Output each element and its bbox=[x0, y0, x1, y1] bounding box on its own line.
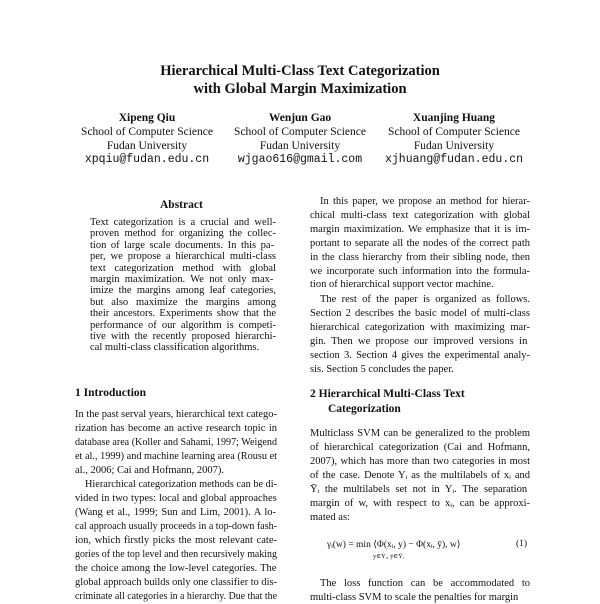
sec2-p1-line bbox=[310, 456, 530, 468]
author-2 bbox=[220, 111, 380, 167]
text-line: et al., 1999) and machine learning area (Rousu et bbox=[75, 451, 277, 462]
text-line: per, we propose a hierarchical multi-class bbox=[90, 251, 276, 263]
text-line: criminate all categories in a hierarchy. Due that the bbox=[75, 591, 277, 602]
author-affiliation: School of Computer Science bbox=[388, 126, 520, 138]
text-line: chical multi-class text categorization with global bbox=[310, 209, 530, 221]
text-line: global approach builds only one classifier to dis- bbox=[75, 577, 277, 588]
text-line: The rest of the paper is organized as follows. bbox=[320, 294, 530, 305]
text-line: performance of our algorithm is competi- bbox=[90, 319, 276, 331]
author-email: xjhuang@fudan.edu.cn bbox=[384, 153, 524, 166]
author-affiliation: School of Computer Science bbox=[234, 126, 366, 138]
text-line: Text categorization is a crucial and well- bbox=[90, 217, 276, 228]
author-university: Fudan University bbox=[259, 140, 341, 152]
equation-1-number: (1) bbox=[516, 539, 528, 549]
text-line: but also maximize the margins among bbox=[90, 296, 276, 308]
author-name: Wenjun Gao bbox=[268, 112, 332, 124]
intro-p1-line bbox=[75, 423, 277, 435]
text-line: of the case. Denote Yᵢ as the multilabels of xᵢ and bbox=[310, 470, 530, 481]
intro-p1-line bbox=[75, 451, 277, 463]
text-line: Section 2 describes the basic model of multi-class bbox=[310, 308, 530, 319]
sec2-p1-line bbox=[310, 512, 530, 524]
text-line: mated as: bbox=[310, 512, 350, 523]
abstract-line bbox=[90, 263, 276, 275]
text-line: vided in two types: local and global approaches bbox=[75, 493, 277, 504]
sec2-p2-line bbox=[310, 592, 530, 604]
author-name: Xipeng Qiu bbox=[118, 112, 176, 124]
text-line: tion of hierarchical support vector machine. bbox=[310, 279, 494, 291]
intro-p1-line bbox=[75, 465, 277, 477]
text-line: Ȳᵢ the multilabels set not in Yᵢ. The separation bbox=[310, 484, 528, 495]
text-line: we incorporate such information into the formula- bbox=[310, 265, 530, 277]
text-line: rization has become an active research topic in bbox=[75, 423, 277, 434]
sec2-p1-line bbox=[310, 442, 530, 454]
abstract-line bbox=[90, 320, 276, 332]
intro-p3-line bbox=[310, 224, 530, 236]
intro-p3-line bbox=[310, 210, 530, 222]
abstract-line bbox=[90, 308, 276, 320]
sec2-p1-line bbox=[310, 498, 530, 510]
intro-p4-line bbox=[310, 350, 530, 362]
equation-1: γᵢ(w) = min ⟨Φ(xᵢ, y) − Φ(xᵢ, ȳ), w⟩ bbox=[327, 540, 461, 550]
text-line: gories of the top level and then recursively making bbox=[75, 549, 277, 560]
text-line: multi-class SVM to scale the penalties for margin bbox=[310, 592, 519, 603]
text-line: of hierarchical categorization (Cai and Hofmann, bbox=[310, 442, 530, 453]
author-3 bbox=[374, 111, 534, 167]
text-line: tive with the recently proposed hierarchi- bbox=[90, 331, 276, 342]
intro-p2-line bbox=[75, 493, 277, 505]
text-line: text categorization method with global bbox=[90, 262, 276, 274]
section-2-heading-line-2: Categorization bbox=[328, 403, 401, 415]
text-line: Multiclass SVM can be generalized to the problem bbox=[310, 428, 530, 439]
intro-p2-line bbox=[85, 479, 277, 491]
abstract-line bbox=[90, 331, 276, 343]
abstract-line bbox=[90, 342, 276, 354]
text-line: The loss function can be accommodated to bbox=[320, 578, 530, 589]
text-line: in the class hierarchy from their sibling node, then bbox=[310, 251, 530, 263]
text-line: database area (Koller and Sahami, 1997; Weigend bbox=[75, 437, 277, 448]
abstract-line bbox=[90, 274, 276, 286]
equation-1-subscript: y∈Yᵢ, ȳ∈Ȳᵢ bbox=[373, 553, 404, 560]
abstract-line bbox=[90, 251, 276, 263]
abstract-line bbox=[90, 297, 276, 309]
text-line: sis. Section 5 concludes the paper. bbox=[310, 364, 454, 375]
text-line: 2007), which has more than two categories in most bbox=[310, 456, 530, 467]
intro-p3-line bbox=[310, 266, 530, 278]
section-1-heading: 1 Introduction bbox=[75, 387, 147, 399]
intro-p4-line bbox=[320, 294, 530, 306]
intro-p1-line bbox=[75, 437, 277, 449]
sec2-p1-line bbox=[310, 470, 530, 482]
text-line: gin. Then we propose our improved versions in bbox=[310, 336, 528, 347]
intro-p1-line bbox=[75, 409, 277, 421]
author-university: Fudan University bbox=[106, 140, 188, 152]
author-1 bbox=[67, 111, 227, 167]
intro-p3-line bbox=[310, 238, 530, 250]
text-line: al., 2006; Cai and Hofmann, 2007). bbox=[75, 465, 225, 476]
sec2-p1-line bbox=[310, 428, 530, 440]
intro-p4-line bbox=[310, 308, 530, 320]
intro-p3-line bbox=[310, 279, 530, 291]
text-line: cal approach usually proceeds in a top-down fash- bbox=[75, 521, 277, 532]
intro-p4-line bbox=[310, 336, 530, 348]
text-line: ion, which firstly picks the most relevant cate- bbox=[75, 535, 277, 546]
text-line: their ancestors. Experiments show that the bbox=[90, 308, 276, 320]
abstract-line bbox=[90, 240, 276, 252]
intro-p2-line bbox=[75, 521, 277, 533]
text-line: (Wang et al., 1999; Sun and Lim, 2001). A lo- bbox=[75, 507, 277, 518]
text-line: tion of large scale documents. In this pa- bbox=[90, 239, 275, 251]
intro-p2-line bbox=[75, 563, 277, 575]
intro-p4-line bbox=[310, 364, 530, 376]
abstract-line bbox=[90, 217, 276, 229]
intro-p2-line bbox=[75, 577, 277, 589]
text-line: In this paper, we propose an method for hierar- bbox=[320, 196, 530, 207]
text-line: portant to separate all the nodes of the correct path bbox=[310, 237, 530, 249]
text-line: cal multi-class classification algorithms. bbox=[90, 342, 260, 354]
text-line: section 3. Section 4 gives the experimental analy- bbox=[310, 350, 530, 361]
author-affiliation: School of Computer Science bbox=[81, 126, 213, 138]
text-line: the choice among the low-level categories. The bbox=[75, 563, 277, 574]
paper-title-line-1: Hierarchical Multi-Class Text Categorization bbox=[160, 63, 440, 79]
text-line: margin maximization. We emphasize that it is im- bbox=[310, 223, 530, 235]
intro-p4-line bbox=[310, 322, 530, 334]
author-email: wjgao616@gmail.com bbox=[237, 153, 363, 166]
text-line: In the past serval years, hierarchical text catego- bbox=[75, 409, 277, 420]
intro-p3-line bbox=[310, 252, 530, 264]
intro-p2-line bbox=[75, 535, 277, 547]
author-email: xpqiu@fudan.edu.cn bbox=[84, 153, 210, 166]
text-line: margin of w, with respect to xᵢ, can be approxi- bbox=[310, 498, 530, 509]
text-line: margin maximization. We not only max- bbox=[90, 274, 274, 285]
abstract-line bbox=[90, 228, 276, 240]
section-2-heading-line-1: 2 Hierarchical Multi-Class Text bbox=[310, 388, 465, 400]
sec2-p1-line bbox=[310, 484, 530, 496]
intro-p3-line bbox=[320, 196, 530, 208]
text-line: imize the margins among leaf categories, bbox=[90, 285, 276, 297]
text-line: hierarchical categorization with maximizing mar- bbox=[310, 322, 530, 333]
text-line: proven method for organizing the collec- bbox=[90, 228, 276, 240]
intro-p2-line bbox=[75, 591, 277, 603]
text-line: Hierarchical categorization methods can be di- bbox=[85, 479, 277, 490]
author-name: Xuanjing Huang bbox=[412, 112, 496, 124]
paper-title-line-2: with Global Margin Maximization bbox=[193, 81, 407, 97]
abstract-heading: Abstract bbox=[160, 199, 203, 211]
intro-p2-line bbox=[75, 507, 277, 519]
intro-p2-line bbox=[75, 549, 277, 561]
abstract-line bbox=[90, 285, 276, 297]
author-university: Fudan University bbox=[413, 140, 495, 152]
sec2-p2-line bbox=[320, 578, 530, 590]
